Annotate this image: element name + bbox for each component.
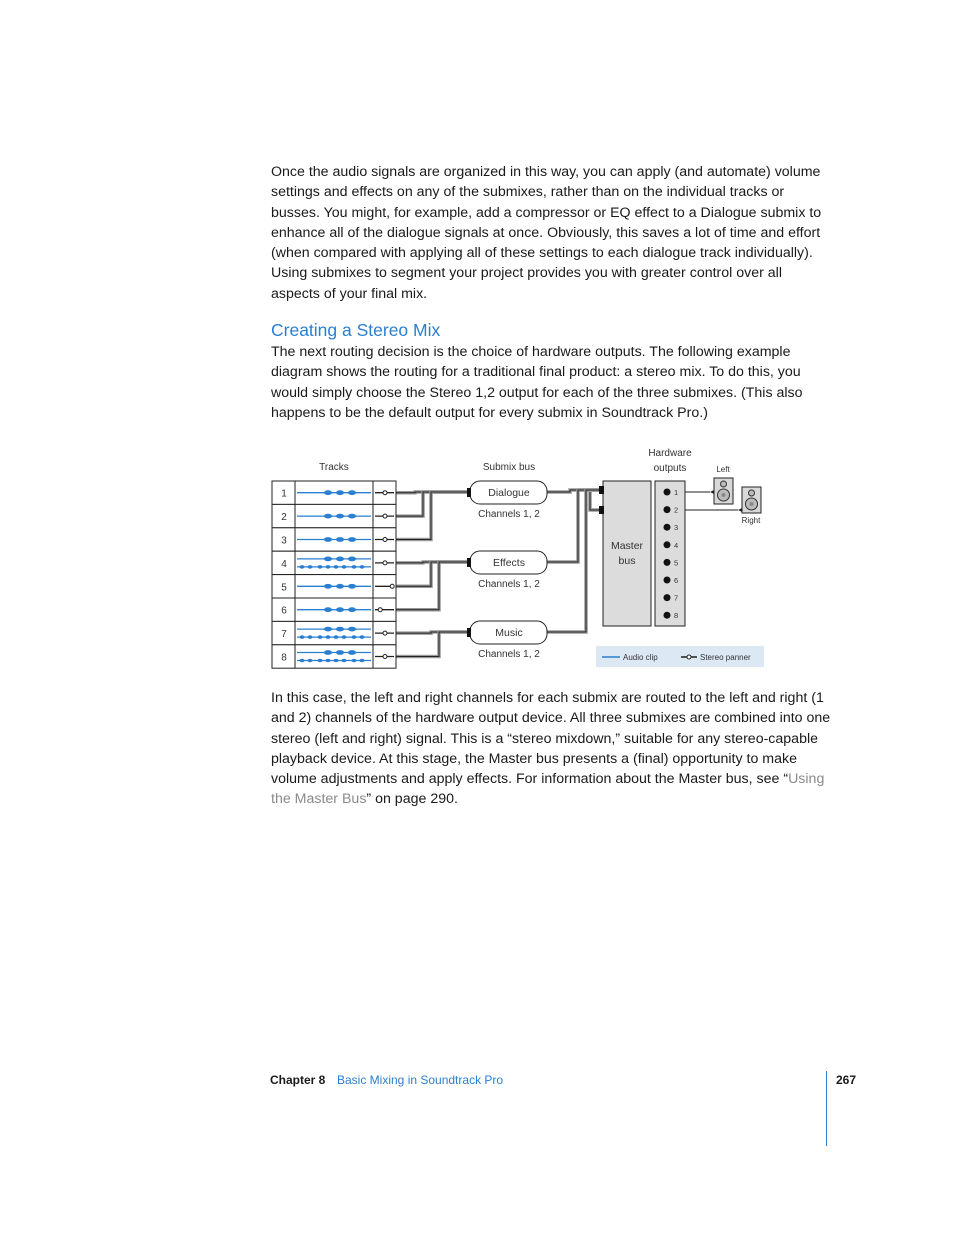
legend-audio-clip: Audio clip	[623, 653, 658, 662]
track-number: 4	[281, 558, 287, 570]
output-port-icon	[664, 612, 671, 619]
bus-label: bus	[618, 555, 636, 567]
footer-chapter-title[interactable]: Basic Mixing in Soundtrack Pro	[337, 1073, 504, 1087]
track-row	[272, 528, 396, 551]
track-number: 3	[281, 535, 287, 547]
track-row	[272, 621, 396, 644]
submix-label: Submix bus	[482, 462, 536, 473]
submix-name: Dialogue	[488, 487, 530, 499]
track-row	[272, 481, 396, 504]
output-port-icon	[664, 524, 671, 531]
tracks-label: Tracks	[319, 462, 349, 473]
left-label: Left	[716, 465, 730, 474]
right-label: Right	[741, 516, 761, 525]
submix-music	[467, 621, 547, 660]
track-number: 2	[281, 512, 287, 524]
output-number: 1	[674, 488, 679, 497]
track-number: 7	[281, 629, 287, 641]
master-bus-link[interactable]: Using the Master Bus	[271, 771, 825, 808]
outputs-label: outputs	[653, 463, 687, 474]
track-row	[272, 575, 396, 598]
track-row	[272, 598, 396, 621]
left-speaker-icon	[714, 478, 733, 504]
submix-buses	[467, 481, 547, 660]
routing-diagram	[270, 440, 770, 672]
output-number: 2	[674, 505, 679, 515]
output-port-icon	[664, 594, 671, 601]
section-heading: Creating a Stereo Mix	[271, 320, 441, 340]
track-number: 5	[281, 582, 287, 594]
body-paragraph: In this case, the left and right channels for each submix are routed to the left and right (1 and 2) channels of the hardware output device. All three submixes are combined into one stereo (left and right) signal. This is a “stereo mixdown,” suitable for any stereo-capable playback device. At this stage, the Master bus presents a (final) opportunity to make volume adjustments and apply effects. For information about the Master bus, see “Using the Master Bus” on page 290.	[271, 690, 831, 808]
submix-name: Effects	[493, 557, 525, 569]
output-port-icon	[664, 559, 671, 566]
submix-name: Music	[495, 627, 523, 639]
output-number: 6	[674, 576, 679, 585]
track-number: 1	[281, 488, 287, 500]
page-number: 267	[836, 1073, 857, 1087]
output-number: 3	[674, 523, 679, 533]
output-number: 5	[674, 558, 679, 568]
track-number: 6	[281, 605, 287, 617]
output-port-icon	[664, 489, 671, 496]
output-number: 8	[674, 611, 679, 621]
hardware-outputs-box	[655, 481, 685, 626]
output-port-icon	[664, 577, 671, 584]
right-speaker-icon	[742, 487, 761, 513]
track-row	[272, 645, 396, 668]
output-number: 4	[674, 540, 679, 550]
legend-stereo-panner: Stereo panner	[700, 653, 751, 662]
routing-wires	[396, 490, 742, 657]
track-row	[272, 551, 396, 574]
output-number: 7	[674, 593, 679, 603]
master-bus-box	[603, 481, 651, 626]
track-number: 8	[281, 652, 287, 664]
track-row	[272, 504, 396, 527]
body-paragraph: The next routing decision is the choice of hardware outputs. The following example diagram shows the routing for a traditional final product: a stereo mix. To do this, you would simply choose the Stereo 1,2 output for each of the three submixes. (This also happens to be the default output for every submix in Soundtrack Pro.)	[271, 344, 803, 421]
footer-chapter: Chapter 8	[270, 1073, 326, 1087]
tracks-table	[272, 481, 396, 668]
output-port-icon	[664, 541, 671, 548]
output-port-icon	[664, 506, 671, 513]
submix-channels: Channels 1, 2	[478, 579, 540, 590]
footer-divider	[826, 1071, 827, 1146]
submix-dialogue	[467, 481, 547, 520]
submix-channels: Channels 1, 2	[478, 509, 540, 520]
body-paragraph: Once the audio signals are organized in this way, you can apply (and automate) volume settings and effects on any of the submixes, rather than on the individual tracks or busses. You might, for example, add a compressor or EQ effect to a Dialogue submix to enhance all of the dialogue signals at once. Obviously, this saves a lot of time and effort (when compared with applying all of these settings to each dialogue track individually). Using submixes to segment your project provides you with greater control over all aspects of your final mix.	[271, 164, 822, 302]
submix-effects	[467, 551, 547, 590]
master-label: Master	[610, 540, 644, 552]
submix-channels: Channels 1, 2	[478, 649, 540, 660]
hardware-label: Hardware	[648, 448, 692, 459]
